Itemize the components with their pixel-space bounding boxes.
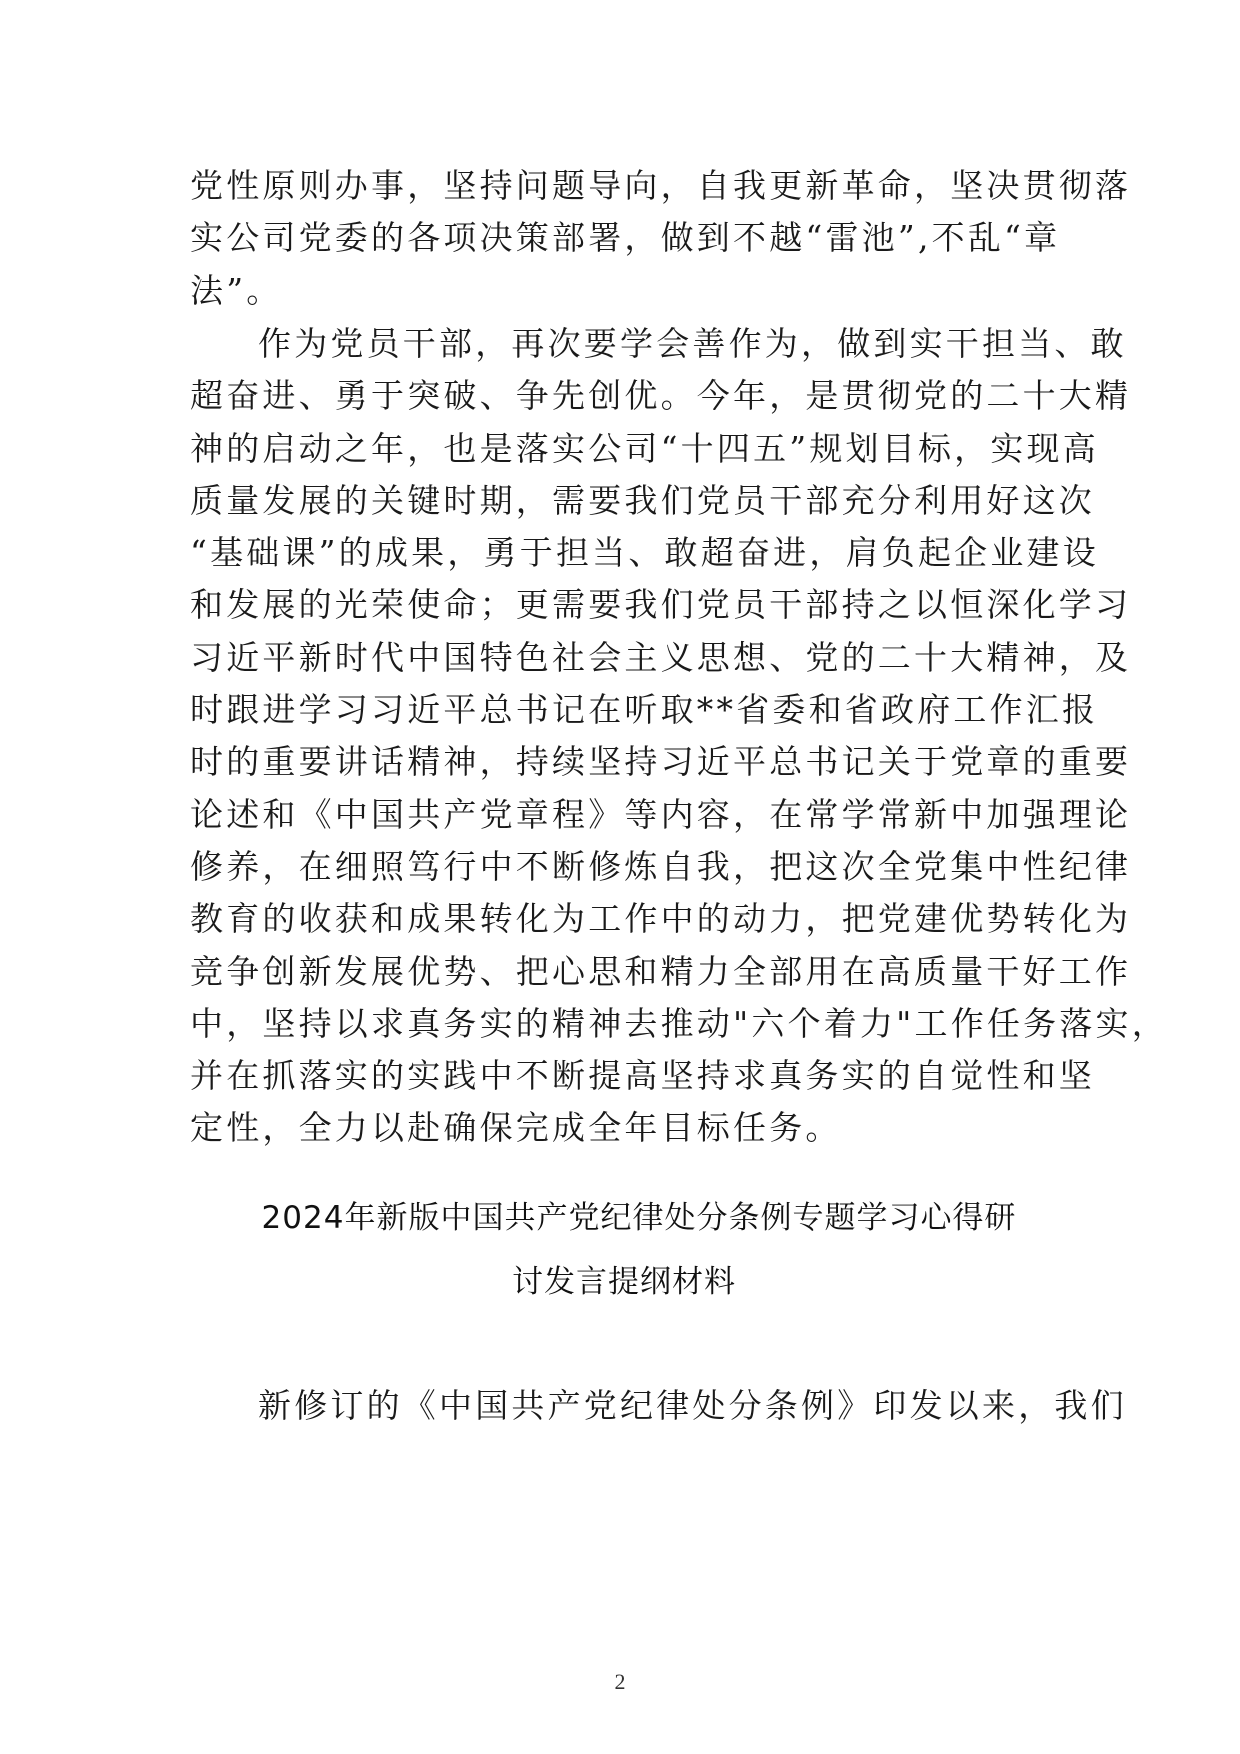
page-number: 2	[614, 1669, 626, 1694]
text-line: 作为党员干部，再次要学会善作为，做到实干担当、敢	[258, 324, 1127, 363]
text-line: 论述和《中国共产党章程》等内容，在常学常新中加强理论	[190, 794, 1132, 834]
text-line: 超奋进、勇于突破、争先创优。今年，是贯彻党的二十大精	[190, 376, 1132, 416]
text-line: 和发展的光荣使命；更需要我们党员干部持之以恒深化学习	[190, 585, 1132, 625]
text-line: 习近平新时代中国特色社会主义思想、党的二十大精神，及	[190, 637, 1132, 677]
text-line: 新修订的《中国共产党纪律处分条例》印发以来，我们	[258, 1386, 1127, 1425]
text-line: 时的重要讲话精神，持续坚持习近平总书记关于党章的重要	[190, 742, 1132, 782]
text-line: “基础课”的成果，勇于担当、敢超奋进，肩负起企业建设	[190, 533, 1099, 573]
body-paragraph	[190, 1380, 1127, 1432]
text-line: 党性原则办事，坚持问题导向，自我更新革命，坚决贯彻落	[190, 166, 1132, 205]
section-title-line-2: 讨发言提纲材料	[512, 1264, 736, 1300]
text-line: 教育的收获和成果转化为工作中的动力，把党建优势转化为	[190, 899, 1132, 939]
text-line: 定性，全力以赴确保完成全年目标任务。	[190, 1108, 842, 1148]
text-line: 中，坚持以求真务实的精神去推动"六个着力"工作任务落实，	[190, 1003, 1168, 1043]
text-line: 时跟进学习习近平总书记在听取**省委和省政府工作汇报	[190, 690, 1099, 730]
text-line: 神的启动之年，也是落实公司“十四五”规划目标，实现高	[190, 428, 1099, 468]
text-line: 实公司党委的各项决策部署，做到不越“雷池”,不乱“章	[190, 218, 1061, 258]
text-line: 法”。	[190, 270, 283, 310]
text-line: 并在抓落实的实践中不断提高坚持求真务实的自觉性和坚	[190, 1056, 1095, 1096]
text-line: 竞争创新发展优势、把心思和精力全部用在高质量干好工作	[190, 951, 1132, 991]
body-paragraph	[190, 318, 1168, 1155]
text-line: 修养，在细照笃行中不断修炼自我，把这次全党集中性纪律	[190, 846, 1132, 886]
section-title-line-1: 2024年新版中国共产党纪律处分条例专题学习心得研	[261, 1200, 1017, 1236]
text-line: 质量发展的关键时期，需要我们党员干部充分利用好这次	[190, 480, 1095, 520]
continuation-paragraph	[190, 160, 1132, 317]
